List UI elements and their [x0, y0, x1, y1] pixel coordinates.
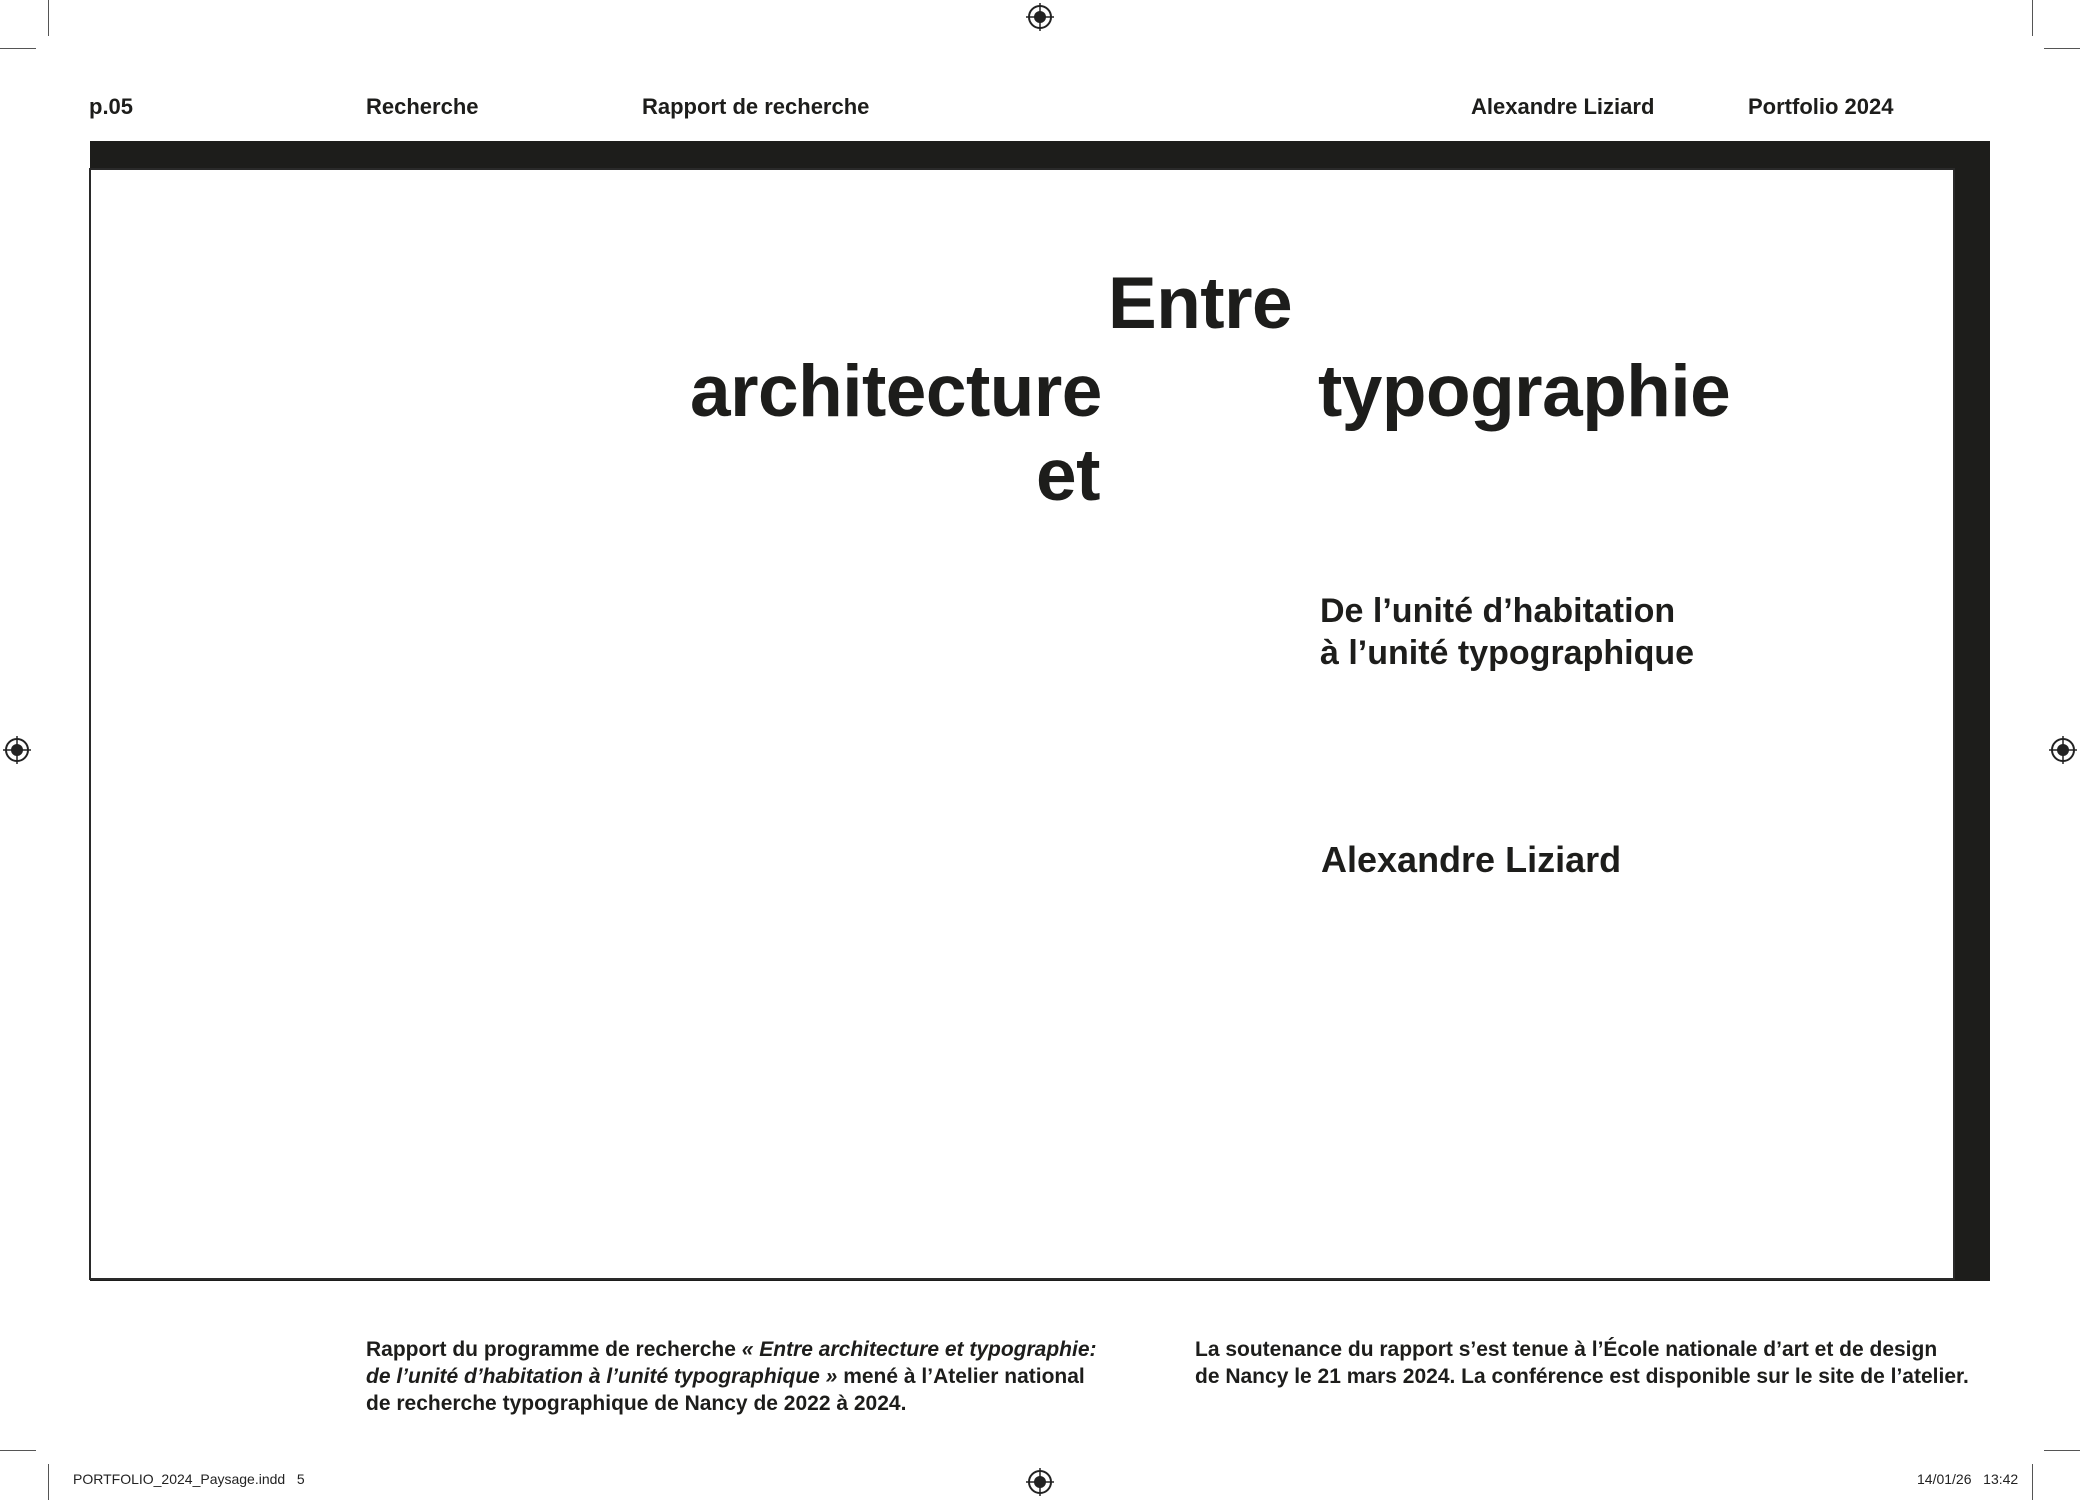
caption-right-line-1: La soutenance du rapport s’est tenue à l’École nationale d’art et de design	[1195, 1338, 1938, 1361]
slug-date: 14/01/26 13:42	[1917, 1471, 2019, 1487]
crop-mark	[2032, 0, 2033, 36]
caption-right-line-2: de Nancy le 21 mars 2024. La conférence est disponible sur le site de l’atelier.	[1195, 1365, 1969, 1388]
crop-mark	[2032, 1464, 2033, 1500]
cover-subtitle-line-2: à l’unité typographique	[1320, 634, 1695, 672]
caption-left	[366, 1336, 1126, 1417]
registration-mark-icon	[1026, 3, 1054, 31]
crop-mark	[0, 1450, 36, 1451]
cover-author: Alexandre Liziard	[1321, 839, 1622, 880]
caption-right	[1195, 1336, 1995, 1390]
page-number: p.05	[89, 94, 134, 119]
slug-file-name: PORTFOLIO_2024_Paysage.indd 5	[73, 1471, 305, 1487]
caption-left-text-2: mené à l’Atelier national	[837, 1365, 1085, 1388]
section-label: Recherche	[366, 94, 479, 119]
header-portfolio: Portfolio 2024	[1748, 94, 1894, 119]
caption-left-title-2: de l’unité d’habitation à l’unité typographique »	[366, 1365, 838, 1388]
crop-mark	[48, 0, 49, 36]
crop-mark	[2044, 1450, 2080, 1451]
registration-mark-icon	[2049, 736, 2077, 764]
caption-left-text-3: de recherche typographique de Nancy de 2022 à 2024.	[366, 1392, 907, 1415]
crop-mark	[0, 48, 36, 49]
title-word-architecture: architecture	[690, 351, 1102, 432]
subsection-label: Rapport de recherche	[642, 94, 870, 119]
title-word-typographie: typographie	[1318, 351, 1731, 432]
title-word-et: et	[1036, 435, 1100, 516]
cover-image	[89, 168, 1955, 1280]
caption-left-text: Rapport du programme de recherche	[366, 1338, 742, 1361]
title-word-entre: Entre	[1108, 263, 1293, 344]
crop-mark	[48, 1464, 49, 1500]
registration-mark-icon	[1026, 1468, 1054, 1496]
crop-mark	[2044, 48, 2080, 49]
registration-mark-icon	[3, 736, 31, 764]
caption-left-title: « Entre architecture et typographie:	[741, 1338, 1097, 1361]
cover-subtitle-line-1: De l’unité d’habitation	[1320, 592, 1676, 630]
header-author: Alexandre Liziard	[1471, 94, 1655, 119]
